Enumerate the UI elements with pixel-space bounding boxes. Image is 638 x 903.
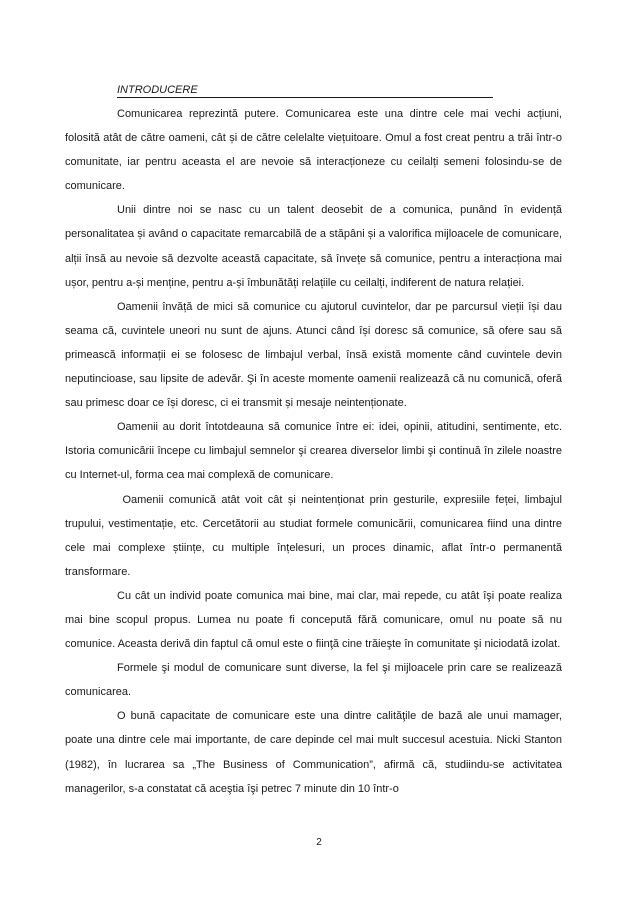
- paragraph-6: Cu cât un individ poate comunica mai bine, mai clar, mai repede, cu atât îşi poate realiza mai bine scopul propus. Lumea nu poate fi concepută fără comunicare, omul nu poate să nu comunice. Aceasta derivă din faptul că omul este o fiinţă cine trăieşte în comunitate şi niciodată izolat.: [65, 589, 562, 651]
- paragraph-1: Comunicarea reprezintă putere. Comunicarea este una dintre cele mai vechi acțiuni, folosită atât de către oameni, cât și de către celelalte viețuitoare. Omul a fost creat pentru a trăi într-o comunitate, iar pentru aceasta el are nevoie să interacționeze cu ceilalți semeni folosindu-se de comunicare.: [65, 108, 562, 193]
- paragraph-4: Oamenii au dorit întotdeauna să comunice între ei: idei, opinii, atitudini, sentimente, etc. Istoria comunicării începe cu limbajul semnelor şi crearea diverselor limbi şi continuă în zilele noastre cu Internet-ul, forma cea mai complexă de comunicare.: [65, 421, 562, 482]
- page-number: 2: [316, 837, 322, 848]
- heading-underline: [117, 97, 493, 98]
- paragraph-7: Formele şi modul de comunicare sunt diverse, la fel şi mijloacele prin care se realizează comunicarea.: [65, 662, 562, 699]
- paragraph-5: Oamenii comunică atât voit cât și neintenționat prin gesturile, expresiile feței, limbajul trupului, vestimentație, etc. Cercetătorii au studiat formele comunicării, comunicarea fiind una dintre cele mai complexe științe, cu multiple înțelesuri, un proces dinamic, aflat într-o permanentă transformare.: [65, 493, 566, 578]
- paragraph-8: O bună capacitate de comunicare este una dintre calităţile de bază ale unui mamager, poate una dintre cele mai importante, de care depinde cel mai mult succesul acestuia. Nicki Stanton (1982), în lucrarea sa „The Business of Communication”, afirmă că, studiindu-se activitatea managerilor, s-a constatat că aceştia îşi petrec 7 minute din 10 într-o: [65, 710, 562, 795]
- document-body: [65, 102, 566, 801]
- paragraph-3: Oamenii învăță de mici să comunice cu ajutorul cuvintelor, dar pe parcursul vieții își dau seama că, cuvintele uneori nu sunt de ajuns. Atunci când își doresc să comunice, să ofere sau să primească informații ei se folosesc de limbajul verbal, însă există momente când cuvintele devin neputincioase, sau lipsite de adevăr. Şi în aceste momente oamenii realizează că nu comunică, oferă sau primesc doar ce își doresc, ci ei transmit și mesaje neintenționate.: [65, 300, 562, 410]
- section-heading: INTRODUCERE: [117, 84, 198, 96]
- paragraph-2: Unii dintre noi se nasc cu un talent deosebit de a comunica, punând în evidență personalitatea și având o capacitate remarcabilă de a stăpâni și a valorifica mijloacele de comunicare, alții însă au nevoie să dezvolte această capacitate, să învețe să comunice, pentru a interacționa mai ușor, pentru a-și menține, pentru a-și îmbunătăți relațiile cu ceilalți, indiferent de natura relației.: [65, 204, 562, 289]
